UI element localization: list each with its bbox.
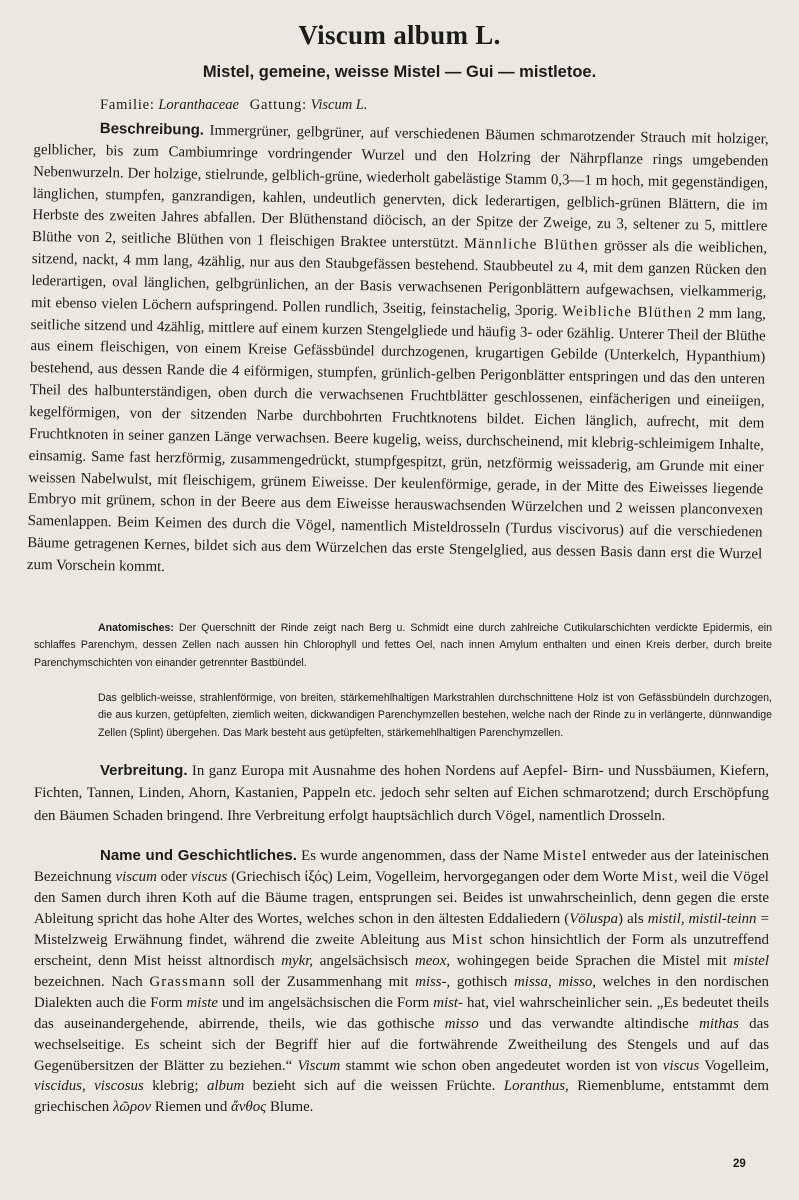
name-text: Blume. — [269, 1099, 314, 1116]
name-term: Mist — [451, 931, 484, 948]
name-term: Grassmann — [149, 973, 227, 990]
description-text-1: Immergrüner, gelbgrüner, auf verschiedenen Bäumen schmarotzender Strauch mit holziger, gelblicher, bis zum Cambiumringe vordringender Wurzel und den Holzring der Nährpflanze rings umgebenden Nebenwurzeln. Der holzige, stielrunde, gelblich-grüne, wiederholt gabelästige Stamm 0,3—1 m hoch, mit gegenständigen, länglichen, stumpfen, ganzrandigen, kahlen, undeutlich genervten, dick lederartigen, gelblich-grünen Blättern, die im Herbste des zweiten Jahres abfallen. Der Blüthenstand diöcisch, an der Spitze der Zweige, zu 3, seltener zu 5, mittlere Blüthe von 2, seitliche Blüthen von 1 fleischigen Braktee unterstützt. — [31, 122, 769, 252]
description-text-2: grösser als die weiblichen, sitzend, nackt, 4 mm lang, 4zählig, nur aus den Staubgefässen bestehend. Staubbeutel zu 4, mit dem ganzen Rücken den lederartigen, oval länglichen, gelbgrünlichen, an der Basis verwachsenen Perigonblättern aufgewachsen, vielkammerig, mit ebenso vielen Löchern aufspringend. Pollen rundlich, 3seitig, feinstachelig, 3porig. — [30, 238, 768, 319]
anatomy-paragraph-1 — [34, 620, 772, 672]
female-flowers-label: Weibliche Blüthen — [561, 303, 693, 322]
name-text: und im angelsächsischen die Form — [222, 994, 430, 1011]
name-text: ) als — [618, 910, 644, 927]
name-term: mithas — [699, 1015, 739, 1032]
name-text: klebrig; — [152, 1078, 199, 1095]
anatomy-text-2: Das gelblich-weisse, strahlenförmige, von breiten, stärkemehlhaltigen Markstrahlen durchschnittene Holz ist von Gefässbündeln durchzogen, die aus kurzen, getüpfelten, ziemlich weiten, dickwandigen Parenchymzellen bestehen, welche nach der Rinde zu in verlängerte, dünnwandige Zellen (Splint) übergehen. Das Mark besteht aus getüpfelten, stärkemehlhaltigen Parenchymzellen. — [98, 692, 772, 739]
name-term: album — [206, 1078, 245, 1095]
anatomy-paragraph-2 — [34, 690, 772, 742]
description-section — [27, 117, 769, 588]
name-term: mistel — [733, 952, 769, 969]
name-text: und das verwandte altindische — [489, 1015, 689, 1032]
family-value: Loranthaceae — [158, 97, 239, 113]
name-history-section — [34, 846, 769, 1118]
common-names: Mistel, gemeine, weisse Mistel — Gui — mistletoe. — [202, 63, 597, 81]
name-term: Mistel — [542, 848, 588, 864]
name-text: stammt wie schon oben angedeutet worden ist von — [345, 1057, 658, 1074]
name-term: missa, misso, — [514, 973, 596, 990]
name-term: Völuspa — [569, 910, 619, 927]
page-number: 29 — [733, 1158, 746, 1170]
name-text: schon hinsichtlich der Form als unzutreffend erscheint, denn Mist heisst altnordisch — [34, 931, 769, 969]
name-text: soll der Zusammenhang mit — [232, 973, 409, 990]
name-term: λῶρον — [112, 1099, 152, 1116]
distribution-section — [34, 760, 769, 827]
description-heading: Beschreibung. — [99, 120, 205, 139]
name-term: viscidus, viscosus — [34, 1078, 144, 1095]
name-term: miste — [186, 994, 218, 1011]
name-history-heading: Name und Geschichtliches. — [100, 847, 297, 864]
name-term: mistil, mistil-teinn — [647, 910, 757, 927]
name-text: hat, viel wahrscheinlicher sein. „Es bedeutet theils das auseinandergehende, abirrende, theils, wie das gothische — [34, 994, 769, 1032]
name-term: meox, — [414, 952, 451, 969]
name-text: bezeichnen. Nach — [34, 973, 143, 990]
name-term: viscus — [190, 868, 228, 885]
name-text: Es wurde angenommen, dass der Name — [301, 848, 539, 864]
name-text: entweder aus der lateinischen Bezeichnung — [34, 848, 769, 885]
distribution-text: In ganz Europa mit Ausnahme des hohen Nordens auf Aepfel- Birn- und Nussbäumen, Kiefern, Fichten, Tannen, Linden, Ahorn, Kastanien, Pappeln etc. jedoch sehr selten auf Eichen schmarotzend; durch Erschöpfung den Bäumen Schaden bringend. Ihre Verbreitung erfolgt hauptsächlich durch Vögel, namentlich Drosseln. — [34, 763, 770, 824]
family-label: Familie: — [100, 97, 155, 113]
name-term: Loranthus, — [503, 1078, 569, 1095]
anatomy-text-1: Der Querschnitt der Rinde zeigt nach Berg u. Schmidt eine durch zahlreiche Cutikularschichten verdickte Epidermis, ein schlaffes Parenchym, dessen Zellen nach aussen hin Chlorophyll und fettes Oel, nach innen Amylum enthalten und einen Kreis derber, durch breite Parenchymschichten von einander getrennter Bastbündel. — [34, 622, 772, 669]
name-term: mykr, — [281, 952, 314, 969]
name-text: das wechselseitige. Es scheint sich der Begriff hier auf die fortwährende Zweitheilung des Stengels und auf das Gegenübersitzen der Blätter zu beziehen.“ — [34, 1015, 769, 1074]
family-line — [100, 96, 760, 115]
name-term: viscum — [115, 868, 157, 885]
anatomy-heading: Anatomisches: — [98, 622, 174, 634]
distribution-heading: Verbreitung. — [100, 762, 188, 779]
name-term: misso — [444, 1015, 479, 1032]
name-term: Viscum — [297, 1057, 341, 1074]
page-title: Viscum album L. — [298, 20, 501, 50]
name-term: miss-, — [415, 973, 451, 990]
name-text: angelsächsisch — [319, 952, 409, 969]
name-text: = Mistelzweig Erwähnung findet, während die zweite Ableitung aus — [34, 910, 769, 948]
name-text: , weil die Vögel den Samen durch ihren Koth auf die Bäume tragen, entsprungen sei. Beides ist unwahrscheinlich, denn gegen die erste Ableitung spricht das hohe Alter des Wortes, welches schon in den ältesten Eddaliedern ( — [34, 868, 769, 927]
name-text: welches in den nordischen Dialekten auch die Form — [34, 973, 769, 1011]
name-text: Riemenblume, entstammt dem griechischen — [34, 1078, 769, 1116]
genus-value: Viscum L. — [310, 97, 368, 113]
name-text: bezieht sich auf die weissen Früchte. — [252, 1078, 496, 1095]
name-text: Riemen und — [154, 1099, 228, 1116]
name-text: gothisch — [456, 973, 508, 990]
genus-label: Gattung: — [249, 97, 307, 113]
name-term: mist- — [433, 994, 463, 1011]
male-flowers-label: Männliche Blüthen — [463, 235, 599, 255]
name-text: oder — [160, 868, 188, 885]
name-text: wohingegen beide Sprachen die Mistel mit — [456, 952, 727, 969]
name-text: (Griechisch ἰξός) Leim, Vogelleim, hervorgegangen oder dem Worte — [231, 868, 639, 885]
name-term: ἄνθος — [231, 1099, 267, 1116]
name-term: viscus — [662, 1057, 700, 1074]
name-text: Vogelleim, — [704, 1057, 769, 1074]
name-term: Mist — [642, 868, 674, 885]
description-text-3: 2 mm lang, seitliche sitzend und 4zählig, mittlere auf einem kurzen Stengelgliede und häufig 3- oder 6zählig. Unterer Theil der Blüthe aus einem fleischigen, von einem Kreise Gefässbündel durchzogenen, krugartigen Gebilde (Unterkelch, Hypanthium) bestehend, aus dessen Rande die 4 eiförmigen, stumpfen, grünlich-gelben Perigonblätter entspringen und das den unteren Theil des halbunterständigen, oben durch die verwachsenen Fruchtblätter geschlossenen, einfächerigen und eineiigen, kegelförmigen, von der sitzenden Narbe durchbohrten Fruchtknotens bildet. Eichen länglich, aufrecht, mit dem Fruchtknoten in seiner ganzen Länge verwachsen. Beere kugelig, weiss, durchscheinend, mit klebrig-schleimigem Inhalte, einsamig. Same fast herzförmig, zusammengedrückt, stumpfgespitzt, grün, netzförmig weissaderig, am Grunde mit einer weissen Nabelwulst, mit fleischigem, grünem Eiweisse. Der keulenförmige, gerade, in der Mitte des Eiweisses liegende Embryo mit grünem, schon in der Beere aus dem Eiweisse herauswachsenden Würzelchen und 2 weissen planconvexen Samenlappen. Beim Keimen des durch die Vögel, namentlich Misteldrosseln (Turdus viscivorus) auf die verschiedenen Bäume getragenen Kernes, bildet sich aus dem Würzelchen das erste Stengelglied, aus dessen Basis dann erst die Wurzel zum Vorschein kommt. — [26, 305, 767, 575]
